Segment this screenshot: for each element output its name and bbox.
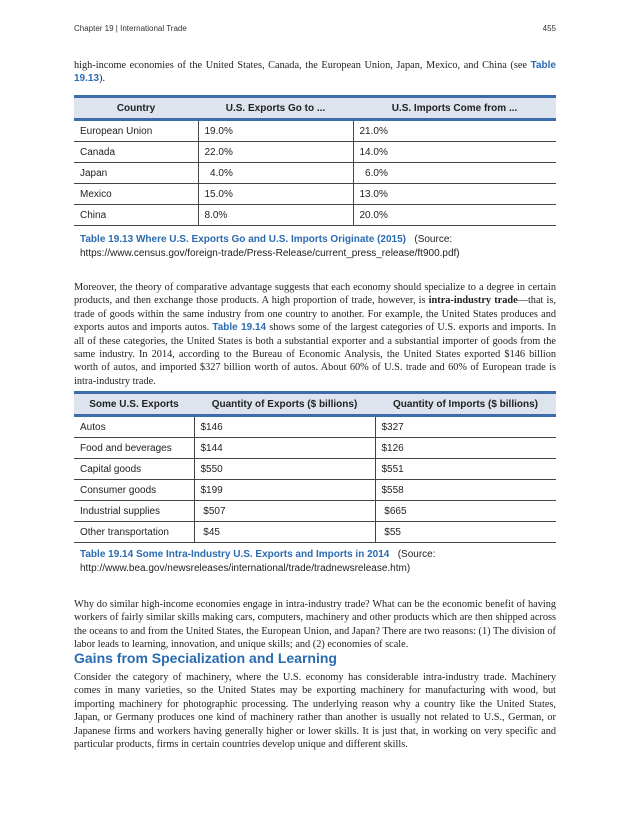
table-cell: 22.0% xyxy=(198,142,353,163)
table-cell: $558 xyxy=(375,480,556,501)
chapter-title: Chapter 19 | International Trade xyxy=(74,24,187,33)
column-header: U.S. Imports Come from ... xyxy=(391,102,518,114)
exports-imports-by-country-table xyxy=(74,95,556,226)
table-cell: $551 xyxy=(375,459,556,480)
table-header-row xyxy=(74,97,556,120)
table-19-13-link[interactable]: Table 19.13 xyxy=(74,60,556,85)
table-row xyxy=(74,459,556,480)
table-cell: Canada xyxy=(74,142,198,163)
table-cell: $144 xyxy=(194,438,375,459)
table-cell: 21.0% xyxy=(353,120,556,142)
table-cell: $45 xyxy=(194,522,375,543)
caption-source: (Source: https://www.census.gov/foreign-trade/Press-Release/current_press_release/ft900.pdf) xyxy=(80,234,460,259)
intro-paragraph xyxy=(74,59,556,86)
intra-industry-paragraph xyxy=(74,281,556,388)
gains-paragraph: Consider the category of machinery, where the U.S. economy has considerable intra-industry trade. Machinery comes in many varieties, so the United States may be exporting machinery for manufacturing with wood, but importing machinery for photographic processing. The underlying reason why a country like the United States, Japan, or Germany produces one kind of machinery rather than another is usually not related to U.S., German, or Japanese firms and workers having generally higher or lower skills. It is just that, in working on very specific and particular products, firms in certain countries develop unique and different skills. xyxy=(74,672,556,751)
column-header: Country xyxy=(116,102,156,114)
column-header: Quantity of Imports ($ billions) xyxy=(393,398,538,410)
table-cell: Japan xyxy=(74,163,198,184)
table-cell: $55 xyxy=(375,522,556,543)
table-cell: $126 xyxy=(375,438,556,459)
column-header: Quantity of Exports ($ billions) xyxy=(211,398,358,410)
table-row xyxy=(74,142,556,163)
table-row xyxy=(74,205,556,226)
table-cell: Consumer goods xyxy=(74,480,194,501)
table-row xyxy=(74,163,556,184)
table-cell: Industrial supplies xyxy=(74,501,194,522)
caption-title: Table 19.14 Some Intra-Industry U.S. Exports and Imports in 2014 xyxy=(80,549,390,560)
intro-text: high-income economies of the United States, Canada, the European Union, Japan, Mexico, and China (see xyxy=(74,60,531,71)
table-cell: $199 xyxy=(194,480,375,501)
table-cell: 20.0% xyxy=(353,205,556,226)
table-cell: Autos xyxy=(74,416,194,438)
table-row xyxy=(74,522,556,543)
table-cell: 14.0% xyxy=(353,142,556,163)
column-header: Some U.S. Exports xyxy=(89,398,179,410)
running-head xyxy=(74,24,556,33)
table-row xyxy=(74,184,556,205)
table-row xyxy=(74,480,556,501)
table-cell: $550 xyxy=(194,459,375,480)
table-cell: $507 xyxy=(194,501,375,522)
table-cell: Capital goods xyxy=(74,459,194,480)
section-heading: Gains from Specialization and Learning xyxy=(74,650,337,666)
table-row xyxy=(74,120,556,142)
table-19-14-caption xyxy=(80,548,556,576)
paragraph-text: Moreover, the theory of comparative advantage suggests that each economy should specialize to a degree in certain products, and then exchange those products. A high proportion of trade, however, is xyxy=(74,282,556,307)
table-row xyxy=(74,416,556,438)
intro-after: ). xyxy=(99,73,106,85)
table-cell: $665 xyxy=(375,501,556,522)
table-cell: Food and beverages xyxy=(74,438,194,459)
table-cell: Other transportation xyxy=(74,522,194,543)
key-term: intra-industry trade xyxy=(428,295,518,307)
table-cell: 13.0% xyxy=(353,184,556,205)
caption-source: (Source: http://www.bea.gov/newsreleases/international/trade/tradnewsrelease.htm) xyxy=(80,549,436,574)
paragraph-text: —that is, trade of goods within the same industry from one country to another. For example, the United States produces and exports autos and imports autos. xyxy=(74,295,556,334)
why-paragraph: Why do similar high-income economies engage in intra-industry trade? What can be the economic benefit of having workers of fairly similar skills making cars, computers, machinery and other products which are then shipped across the oceans to and from the United States, the European Union, and Japan? There are two reasons: (1) The division of labor leads to learning, innovation, and unique skills; and (2) economies of scale. xyxy=(74,599,556,651)
table-19-14-link[interactable]: Table 19.14 xyxy=(212,322,267,334)
table-cell: 19.0% xyxy=(198,120,353,142)
table-cell: 6.0% xyxy=(353,163,556,184)
table-header-row xyxy=(74,393,556,416)
table-19-13-caption xyxy=(80,233,556,261)
intra-industry-trade-table xyxy=(74,391,556,543)
paragraph-text: shows some of the largest categories of U.S. exports and imports. In all of these categories, the United States is both a substantial exporter and a substantial importer of goods from the same industry. In 2014, according to the Bureau of Economic Analysis, the United States exported $146 billion worth of autos, and imported $327 billion worth of autos. About 60% of U.S. trade and 60% of European trade is intra-industry trade. xyxy=(74,322,557,387)
table-cell: 4.0% xyxy=(198,163,353,184)
caption-title: Table 19.13 Where U.S. Exports Go and U.S. Imports Originate (2015) xyxy=(80,234,407,245)
table-cell: European Union xyxy=(74,120,198,142)
table-cell: $327 xyxy=(375,416,556,438)
table-cell: $146 xyxy=(194,416,375,438)
table-row xyxy=(74,501,556,522)
table-cell: 15.0% xyxy=(198,184,353,205)
table-cell: Mexico xyxy=(74,184,198,205)
table-cell: 8.0% xyxy=(198,205,353,226)
page-number: 455 xyxy=(542,24,556,33)
table-cell: China xyxy=(74,205,198,226)
table-row xyxy=(74,438,556,459)
column-header: U.S. Exports Go to ... xyxy=(225,102,326,114)
